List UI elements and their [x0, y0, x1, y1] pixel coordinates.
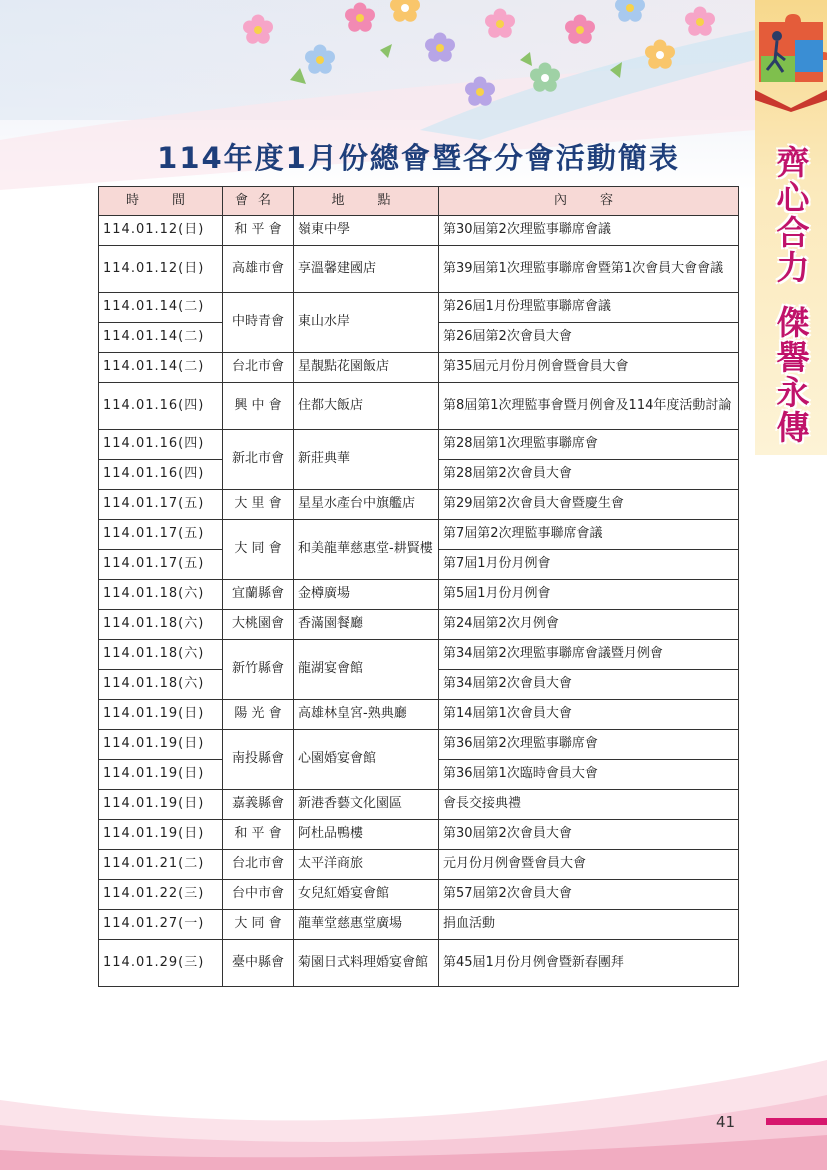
table-row: [99, 850, 739, 880]
cell-content: 第7屆第2次理監事聯席會議: [439, 520, 739, 550]
cell-content: 第28屆第1次理監事聯席會: [439, 430, 739, 460]
cell-chapter: 興 中 會: [223, 383, 294, 430]
cell-location: 太平洋商旅: [294, 850, 439, 880]
cell-chapter: 大 里 會: [223, 490, 294, 520]
cell-content: 第57屆第2次會員大會: [439, 880, 739, 910]
cell-content: 第5屆1月份月例會: [439, 580, 739, 610]
cell-date: 114.01.19(日): [99, 820, 223, 850]
cell-chapter: 中時青會: [223, 293, 294, 353]
cell-chapter: 臺中縣會: [223, 940, 294, 987]
cell-content: 第35屆元月份月例會暨會員大會: [439, 353, 739, 383]
header-chapter: 會名: [223, 187, 294, 216]
cell-date: 114.01.19(日): [99, 730, 223, 760]
cell-date: 114.01.18(六): [99, 610, 223, 640]
table-row: [99, 520, 739, 550]
cell-content: 會長交接典禮: [439, 790, 739, 820]
cell-date: 114.01.17(五): [99, 490, 223, 520]
cell-date: 114.01.21(二): [99, 850, 223, 880]
cell-date: 114.01.19(日): [99, 700, 223, 730]
table-row: [99, 700, 739, 730]
cell-content: 第24屆第2次月例會: [439, 610, 739, 640]
cell-chapter: 和 平 會: [223, 820, 294, 850]
cell-chapter: 大 同 會: [223, 520, 294, 580]
cell-location: 嶺東中學: [294, 216, 439, 246]
cell-chapter: 宜蘭縣會: [223, 580, 294, 610]
table-row: [99, 383, 739, 430]
header-time: 時 間: [99, 187, 223, 216]
cell-date: 114.01.19(日): [99, 760, 223, 790]
cell-chapter: 嘉義縣會: [223, 790, 294, 820]
cell-date: 114.01.12(日): [99, 246, 223, 293]
cell-date: 114.01.14(二): [99, 323, 223, 353]
cell-date: 114.01.17(五): [99, 550, 223, 580]
activity-schedule-table: [98, 186, 739, 987]
table-row: [99, 880, 739, 910]
cell-content: 第45屆1月份月例會暨新春團拜: [439, 940, 739, 987]
cell-date: 114.01.22(三): [99, 880, 223, 910]
cell-content: 第14屆第1次會員大會: [439, 700, 739, 730]
table-row: [99, 610, 739, 640]
cell-content: 第36屆第2次理監事聯席會: [439, 730, 739, 760]
cell-content: 第34屆第2次會員大會: [439, 670, 739, 700]
cell-content: 第26屆1月份理監事聯席會議: [439, 293, 739, 323]
cell-chapter: 和 平 會: [223, 216, 294, 246]
cell-location: 享溫馨建國店: [294, 246, 439, 293]
cell-content: 捐血活動: [439, 910, 739, 940]
side-title-bottom: 傑譽永傳: [771, 305, 811, 445]
cell-date: 114.01.12(日): [99, 216, 223, 246]
side-title-top: 齊心合力: [771, 145, 811, 285]
header-location: 地 點: [294, 187, 439, 216]
cell-date: 114.01.17(五): [99, 520, 223, 550]
page-title: 114年度1月份總會暨各分會活動簡表: [157, 141, 680, 175]
table-row: [99, 430, 739, 460]
table-row: [99, 246, 739, 293]
table-row: [99, 790, 739, 820]
table-row: [99, 910, 739, 940]
cell-date: 114.01.29(三): [99, 940, 223, 987]
cell-content: 第7屆1月份月例會: [439, 550, 739, 580]
cell-date: 114.01.16(四): [99, 430, 223, 460]
puzzle-people-graphic: [755, 12, 827, 112]
cell-content: 第34屆第2次理監事聯席會議暨月例會: [439, 640, 739, 670]
cell-location: 龍湖宴會館: [294, 640, 439, 700]
cell-chapter: 陽 光 會: [223, 700, 294, 730]
cell-location: 星星水產台中旗艦店: [294, 490, 439, 520]
footer-wave-decoration: [0, 1040, 827, 1170]
cell-chapter: 台北市會: [223, 850, 294, 880]
table-row: [99, 640, 739, 670]
cell-location: 星靚點花園飯店: [294, 353, 439, 383]
table-row: [99, 730, 739, 760]
cell-location: 金樽廣場: [294, 580, 439, 610]
cell-date: 114.01.27(一): [99, 910, 223, 940]
cell-location: 高雄林皇宮-熟典廳: [294, 700, 439, 730]
cell-date: 114.01.16(四): [99, 383, 223, 430]
cell-date: 114.01.16(四): [99, 460, 223, 490]
cell-date: 114.01.18(六): [99, 670, 223, 700]
cell-content: 第30屆第2次會員大會: [439, 820, 739, 850]
cell-chapter: 大桃園會: [223, 610, 294, 640]
cell-chapter: 新北市會: [223, 430, 294, 490]
table-row: [99, 490, 739, 520]
cell-date: 114.01.19(日): [99, 790, 223, 820]
table-row: [99, 353, 739, 383]
table-row: [99, 820, 739, 850]
header-content: 內 容: [439, 187, 739, 216]
cell-content: 第26屆第2次會員大會: [439, 323, 739, 353]
cell-location: 住都大飯店: [294, 383, 439, 430]
cell-content: 第30屆第2次理監事聯席會議: [439, 216, 739, 246]
page-number-accent-bar: [766, 1118, 827, 1125]
cell-content: 元月份月例會暨會員大會: [439, 850, 739, 880]
cell-chapter: 大 同 會: [223, 910, 294, 940]
table-row: [99, 293, 739, 323]
cell-location: 心園婚宴會館: [294, 730, 439, 790]
cell-chapter: 台中市會: [223, 880, 294, 910]
cell-content: 第29屆第2次會員大會暨慶生會: [439, 490, 739, 520]
side-title: [763, 145, 819, 445]
cell-chapter: 台北市會: [223, 353, 294, 383]
cell-chapter: 高雄市會: [223, 246, 294, 293]
cell-content: 第39屆第1次理監事聯席會暨第1次會員大會會議: [439, 246, 739, 293]
cell-content: 第36屆第1次臨時會員大會: [439, 760, 739, 790]
cell-chapter: 南投縣會: [223, 730, 294, 790]
cell-date: 114.01.18(六): [99, 640, 223, 670]
cell-date: 114.01.18(六): [99, 580, 223, 610]
table-row: [99, 580, 739, 610]
table-header-row: [99, 187, 739, 216]
cell-content: 第8屆第1次理監事會暨月例會及114年度活動討論: [439, 383, 739, 430]
page-number: 41: [716, 1113, 736, 1131]
cell-location: 香滿園餐廳: [294, 610, 439, 640]
cell-location: 新莊典華: [294, 430, 439, 490]
cell-location: 阿杜品鴨樓: [294, 820, 439, 850]
cell-date: 114.01.14(二): [99, 353, 223, 383]
cell-location: 菊園日式料理婚宴會館: [294, 940, 439, 987]
cell-date: 114.01.14(二): [99, 293, 223, 323]
table-row: [99, 216, 739, 246]
cell-location: 和美龍華慈惠堂-耕賢樓: [294, 520, 439, 580]
cell-location: 新港香藝文化園區: [294, 790, 439, 820]
cell-location: 東山水岸: [294, 293, 439, 353]
table-row: [99, 940, 739, 987]
cell-content: 第28屆第2次會員大會: [439, 460, 739, 490]
cell-chapter: 新竹縣會: [223, 640, 294, 700]
cell-location: 龍華堂慈惠堂廣場: [294, 910, 439, 940]
cell-location: 女兒紅婚宴會館: [294, 880, 439, 910]
